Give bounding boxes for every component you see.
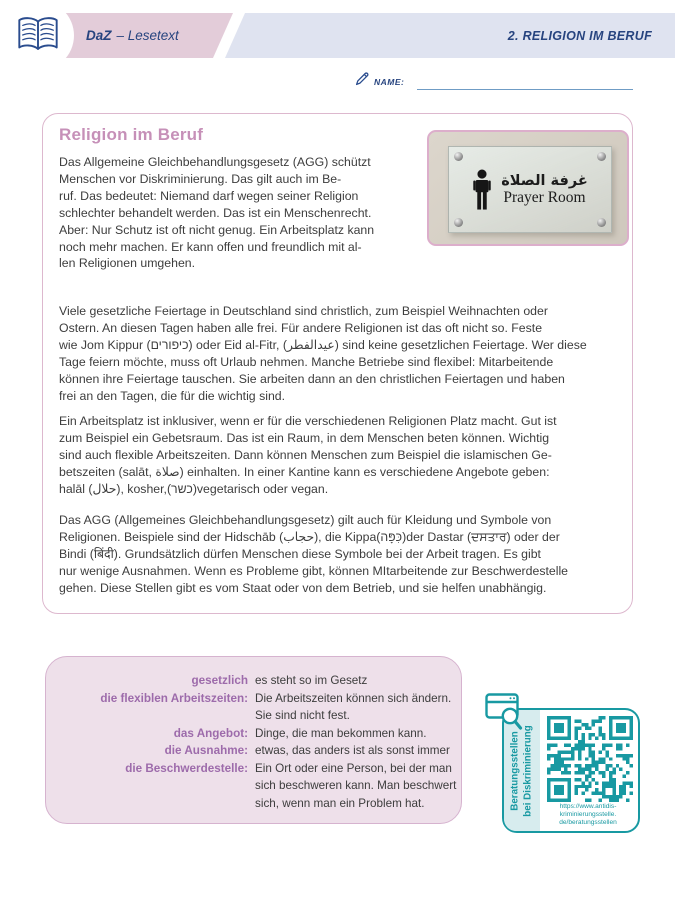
glossary-term: gesetzlich: [191, 674, 248, 687]
glossary-definition: Ein Ort oder eine Person, bei der man sich beschweren kann. Man beschwert sich, wenn man ein Problem hat.: [255, 761, 457, 810]
glossary-term: das Angebot:: [173, 726, 248, 740]
glossary-definition: Dinge, die man bekommen kann.: [255, 726, 427, 740]
name-label: NAME:: [374, 77, 405, 87]
sign-english-label: Prayer Room: [503, 188, 586, 206]
glossary-term: die Ausnahme:: [164, 744, 248, 757]
glossary-definition: etwas, das anders ist als sonst immer: [255, 744, 450, 757]
glossary-row: [58, 690, 452, 725]
paragraph-1: Das Allgemeine Gleichbehandlungsgesetz (AGG) schützt Menschen vor Diskriminierung. Das gilt auch im Be- ruf. Das bedeutet: Niemand darf wegen seiner Religion schlechter behandelt werden. Das ist ein Menschenrecht. Aber: Nur Schutz ist oft nicht genug. Ein Arbeitsplatz kann noch mehr machen. Er kann offen und freundlich mit al- len Religionen umgehen.: [59, 155, 375, 271]
glossary-list: [58, 672, 457, 812]
prayer-room-photo: [427, 130, 629, 246]
glossary-row: [58, 672, 449, 690]
reading-box: [42, 113, 633, 614]
chapter-title: 2. RELIGION IM BERUF: [507, 28, 652, 43]
glossary-term: die Beschwerdestelle:: [125, 761, 248, 775]
qr-code: [547, 716, 633, 802]
paragraph-3: Ein Arbeitsplatz ist inklusiver, wenn er für die verschiedenen Religionen Platz macht. Gut ist zum Beispiel ein Gebetsraum. Das ist ein Raum, in dem Menschen beten können. Wichtig sind auch flexible Arbeitszeiten. Dann können Menschen zum Beispiel die islamischen Ge- betszeiten (salāt, صلاة) einhalten. In einer Kantine kann es verschiedene Angebote geben: halāl (حلال), kosher,(כשר)vegetarisch oder vegan.: [59, 414, 557, 496]
sign-text: [501, 173, 588, 207]
name-input-line[interactable]: [417, 74, 633, 90]
sign-content: [449, 147, 611, 232]
article-title: Religion im Beruf: [59, 125, 204, 144]
glossary-box: [45, 656, 462, 824]
course-name: DaZ: [86, 28, 112, 43]
pencil-icon: [354, 70, 371, 87]
glossary-row: [58, 742, 449, 760]
open-book-icon: [15, 14, 61, 56]
paragraph-2: Viele gesetzliche Feiertage in Deutschland sind christlich, zum Beispiel Weihnachten oder Ostern. An diesen Tagen haben alle frei. Für andere Religionen ist das oft nicht so. Feste wie Jom Kippur (כיפורים) oder Eid al-Fitr, (عيدالفطر) sind keine gesetzlichen Feiertage. Wer diese Tage feiern möchte, muss oft Urlaub nehmen. Manche Betriebe sind flexibel: Mitarbeitende können ihre Feiertage tauschen. Sie arbeiten dann an den christlichen Feiertagen und haben frei an den Tagen, die für die wichtig sind.: [59, 304, 587, 403]
glossary-term: die flexiblen Arbeitszeiten:: [100, 691, 248, 705]
sign-arabic-label: غرفة الصلاة: [501, 172, 588, 189]
glossary-definition: es steht so im Gesetz: [255, 674, 368, 687]
course-label: [86, 13, 179, 58]
man-pictogram-icon: [472, 169, 492, 211]
paragraph-4: Das AGG (Allgemeines Gleichbehandlungsgesetz) gilt auch für Kleidung und Symbole von Religionen. Beispiele sind der Hidschāb (حجاب), die Kippa(כִּפָּה)der Dastar (ਦਸਤਾਰ) oder der Bindi (बिंदी). Grundsätzlich dürfen Menschen diese Symbole bei der Arbeit tragen. Es gibt nur wenige Ausnahmen. Wenn es Probleme gibt, können MItarbeitende zur Beschwerdestelle gehen. Diese Stellen gibt es vom Staat oder von dem Betrieb, und sie helfen unabhängig.: [59, 513, 569, 595]
course-subtitle: – Lesetext: [116, 28, 179, 43]
glossary-definition: Die Arbeitszeiten können sich ändern. Sie sind nicht fest.: [255, 691, 452, 722]
glossary-row: [58, 725, 449, 743]
glossary-row: [58, 760, 457, 813]
browser-search-icon: [485, 693, 527, 737]
qr-label: Beratungsstellen bei Diskriminierung: [509, 724, 533, 817]
glass-sign: [448, 146, 612, 233]
qr-url: https://www.antidis- kriminierungsstelle. de/beratungsstellen: [559, 803, 617, 827]
